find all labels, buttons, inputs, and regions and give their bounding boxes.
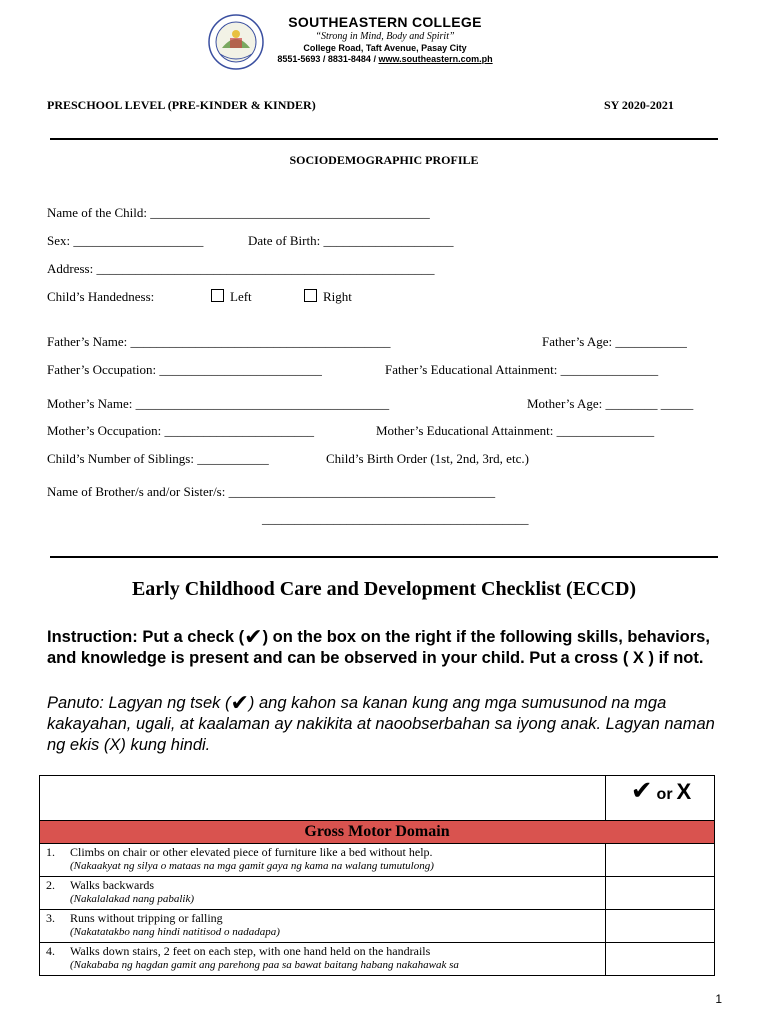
check-mark-icon: ✔ — [230, 691, 249, 716]
check-mark-icon: ✔ — [244, 625, 263, 650]
profile-title: SOCIODEMOGRAPHIC PROFILE — [289, 153, 479, 167]
father-occupation-field[interactable]: Father’s Occupation: _________________________ — [47, 362, 322, 377]
right-label: Right — [323, 289, 352, 304]
school-year: SY 2020-2021 — [604, 98, 674, 112]
child-name-field[interactable]: Name of the Child: ___________________________________________ — [47, 205, 430, 220]
college-motto: “Strong in Mind, Body and Spirit” — [315, 31, 455, 42]
instruction-text: Instruction: Put a check (✔) on the box on the right if the following skills, behaviors, and knowledge is present and can be observed in your child. Put a cross ( X ) if not. — [47, 625, 710, 667]
answer-box[interactable] — [605, 910, 716, 942]
college-website-link[interactable]: www.southeastern.com.ph — [378, 54, 493, 64]
check-or-x-header: ✔ or X — [605, 776, 716, 820]
siblings-names-field-line2[interactable]: _________________________________________ — [262, 511, 529, 526]
college-seal-icon — [208, 14, 264, 70]
level-label: PRESCHOOL LEVEL (PRE-KINDER & KINDER) — [47, 98, 316, 112]
mother-education-field[interactable]: Mother’s Educational Attainment: _______________ — [376, 423, 655, 438]
handedness-right-option[interactable] — [304, 289, 352, 305]
eccd-checklist-table — [39, 775, 715, 976]
college-name: SOUTHEASTERN COLLEGE — [288, 14, 482, 30]
table-header — [40, 776, 714, 821]
father-education-field[interactable]: Father’s Educational Attainment: _______________ — [385, 362, 659, 377]
right-checkbox[interactable] — [304, 289, 317, 302]
answer-box[interactable] — [605, 877, 716, 909]
father-age-field[interactable]: Father’s Age: ___________ — [542, 334, 687, 349]
table-row: 4. Walks down stairs, 2 feet on each step, with one hand held on the handrails (Nakababa ng hagdan gamit ang parehong paa sa bawat baitang habang nakahawak sa — [40, 943, 714, 975]
divider — [50, 556, 718, 558]
answer-box[interactable] — [605, 844, 716, 876]
college-contact: 8551-5693 / 8831-8484 / www.southeastern.com.ph — [277, 54, 493, 64]
mother-age-field[interactable]: Mother’s Age: ________ _____ — [527, 396, 694, 411]
address-field[interactable]: Address: ____________________________________________________ — [47, 261, 435, 276]
table-row: 3. Runs without tripping or falling (Nakatatakbo nang hindi natitisod o nadadapa) — [40, 910, 714, 943]
eccd-title: Early Childhood Care and Development Checklist (ECCD) — [131, 578, 637, 600]
college-header — [270, 14, 500, 64]
mother-name-field[interactable]: Mother’s Name: _______________________________________ — [47, 396, 390, 411]
college-address: College Road, Taft Avenue, Pasay City — [303, 43, 467, 53]
mother-occupation-field[interactable]: Mother’s Occupation: _______________________ — [47, 423, 314, 438]
gross-motor-domain-header: Gross Motor Domain — [40, 821, 714, 844]
handedness-label: Child’s Handedness: — [47, 289, 155, 304]
divider — [50, 138, 718, 140]
father-name-field[interactable]: Father’s Name: ________________________________________ — [47, 334, 391, 349]
panuto-text: Panuto: Lagyan ng tsek (✔) ang kahon sa kanan kung ang mga sumusunod na mga kakayahan, ugali, at kaalaman ay nakikita at naoobserbahan sa iyong anak. Lagyan naman ng ekis (X) kung hindi. — [47, 691, 715, 754]
siblings-field[interactable]: Child’s Number of Siblings: ___________ — [47, 451, 269, 466]
siblings-names-field[interactable]: Name of Brother/s and/or Sister/s: _________________________________________ — [47, 484, 496, 499]
handedness-left-option[interactable] — [211, 289, 252, 305]
birth-order-field[interactable]: Child’s Birth Order (1st, 2nd, 3rd, etc.) — [326, 451, 529, 466]
dob-field[interactable]: Date of Birth: ____________________ — [248, 233, 454, 248]
check-mark-icon: ✔ — [630, 776, 653, 806]
table-row: 2. Walks backwards (Nakalalakad nang pabalik) — [40, 877, 714, 910]
page-number: 1 — [715, 992, 722, 1006]
table-row: 1. Climbs on chair or other elevated piece of furniture like a bed without help. (Nakaakyat ng silya o mataas na mga gamit gaya ng kama na walang tumutulong) — [40, 844, 714, 877]
answer-box[interactable] — [605, 943, 716, 975]
sex-field[interactable]: Sex: ____________________ — [47, 233, 204, 248]
left-label: Left — [230, 289, 252, 304]
left-checkbox[interactable] — [211, 289, 224, 302]
